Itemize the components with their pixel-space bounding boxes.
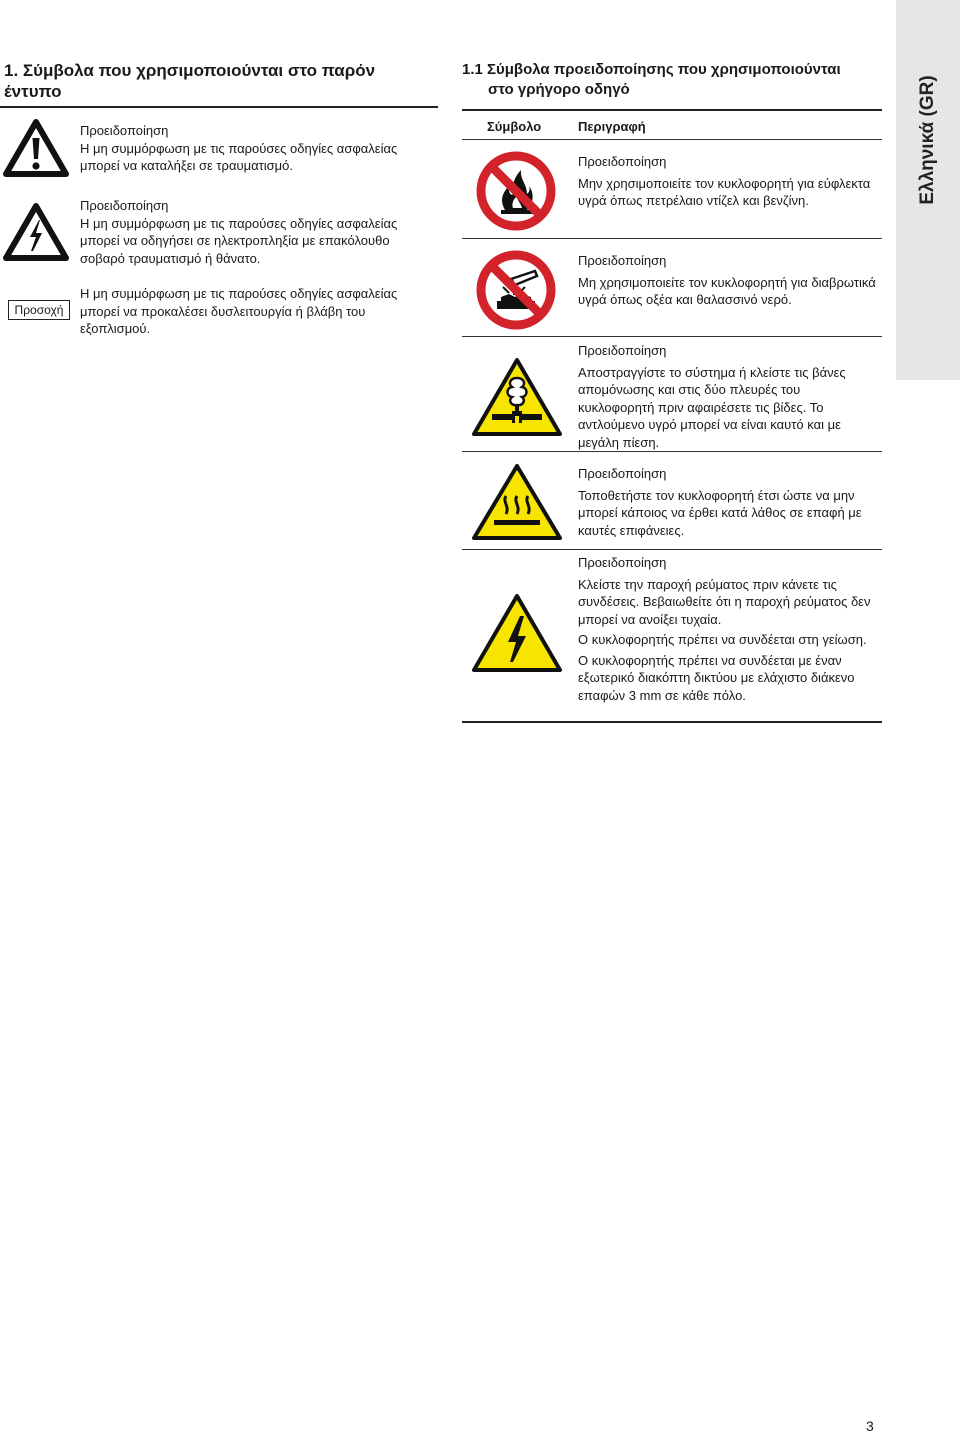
table-bottom-rule xyxy=(462,721,882,723)
no-flammable-liquids-icon xyxy=(475,150,557,232)
warning-text: Η μη συμμόρφωση με τις παρούσες οδηγίες ασφαλείας μπορεί να καταλήξει σε τραυματισμό. xyxy=(80,140,398,173)
subsection-title-line2: στο γρήγορο οδηγό xyxy=(488,81,630,98)
row-text: Μην χρησιμοποιείτε τον κυκλοφορητή για εύφλεκτα υγρά όπως πετρέλαιο ντίζελ και βενζίνη. xyxy=(578,175,871,208)
language-side-tab xyxy=(896,0,960,380)
row-heading: Προειδοποίηση xyxy=(578,154,667,169)
warning-text: Η μη συμμόρφωση με τις παρούσες οδηγίες ασφαλείας μπορεί να οδηγήσει σε ηλεκτροπληξία με επακόλουθο σοβαρό τραυματισμό ή θάνατο. xyxy=(80,215,398,266)
exclamation-warning-icon xyxy=(2,118,70,178)
caution-block xyxy=(80,285,420,338)
page-number: 3 xyxy=(866,1418,874,1434)
description-row-4 xyxy=(578,465,878,542)
section-title-rule xyxy=(0,106,438,108)
description-row-2 xyxy=(578,252,878,312)
row-divider xyxy=(462,238,882,239)
row-text: Μη χρησιμοποιείτε τον κυκλοφορητή για διαβρωτικά υγρά όπως οξέα και θαλασσινό νερό. xyxy=(578,274,876,307)
row-heading: Προειδοποίηση xyxy=(578,343,667,358)
hot-surface-icon xyxy=(470,462,564,542)
high-voltage-icon xyxy=(470,592,564,674)
warning-block-injury xyxy=(80,122,420,175)
row-divider xyxy=(462,336,882,337)
section-title: 1. Σύμβολα που χρησιμοποιούνται στο παρόν έντυπο xyxy=(4,61,376,101)
row-divider xyxy=(462,451,882,452)
language-label: Ελληνικά (GR) xyxy=(917,75,938,205)
warning-heading: Προειδοποίηση xyxy=(80,123,169,138)
table-top-rule xyxy=(462,109,882,111)
row-text: Ο κυκλοφορητής πρέπει να συνδέεται με έναν εξωτερικό διακόπτη δικτύου με ελάχιστο διάκενο επαφών 3 mm σε κάθε πόλο. xyxy=(578,652,855,703)
row-text: Αποστραγγίστε το σύστημα ή κλείστε τις βάνες απομόνωσης και στις δύο πλευρές του κυκλοφορητή πριν αφαιρέσετε τις βίδες. Το αντλούμενο υγρό μπορεί να είναι καυτό και με μεγάλη πίεση. xyxy=(578,364,846,450)
caution-text: Η μη συμμόρφωση με τις παρούσες οδηγίες ασφαλείας μπορεί να προκαλέσει δυσλειτουργία ή βλάβη του εξοπλισμού. xyxy=(80,286,398,336)
caution-label-box: Προσοχή xyxy=(8,300,70,320)
description-row-5 xyxy=(578,554,878,707)
row-heading: Προειδοποίηση xyxy=(578,253,667,268)
row-heading: Προειδοποίηση xyxy=(578,555,667,570)
column-header-symbol: Σύμβολο xyxy=(487,119,542,134)
no-corrosive-liquids-icon xyxy=(475,249,557,331)
description-row-3 xyxy=(578,342,878,454)
subsection-title-line1: 1.1 Σύμβολα προειδοποίησης που χρησιμοποιούνται xyxy=(462,61,841,78)
row-text: Τοποθετήστε τον κυκλοφορητή έτσι ώστε να μην μπορεί κάποιος να έρθει κατά λάθος σε επαφή με καυτές επιφάνειες. xyxy=(578,487,862,538)
column-header-description: Περιγραφή xyxy=(578,119,646,134)
subsection-title xyxy=(462,60,882,100)
warning-block-electric xyxy=(80,197,420,267)
table-header-rule xyxy=(462,139,882,140)
row-text: Ο κυκλοφορητής πρέπει να συνδέεται στη γείωση. xyxy=(578,632,867,647)
pressurized-hot-liquid-icon xyxy=(470,356,564,438)
warning-heading: Προειδοποίηση xyxy=(80,198,169,213)
row-heading: Προειδοποίηση xyxy=(578,466,667,481)
description-row-1 xyxy=(578,153,878,213)
row-text: Κλείστε την παροχή ρεύματος πριν κάνετε τις συνδέσεις. Βεβαιωθείτε ότι η παροχή ρεύματος δεν μπορεί να ανοίξει τυχαία. xyxy=(578,576,871,627)
electric-shock-warning-icon xyxy=(2,202,70,262)
row-divider xyxy=(462,549,882,550)
